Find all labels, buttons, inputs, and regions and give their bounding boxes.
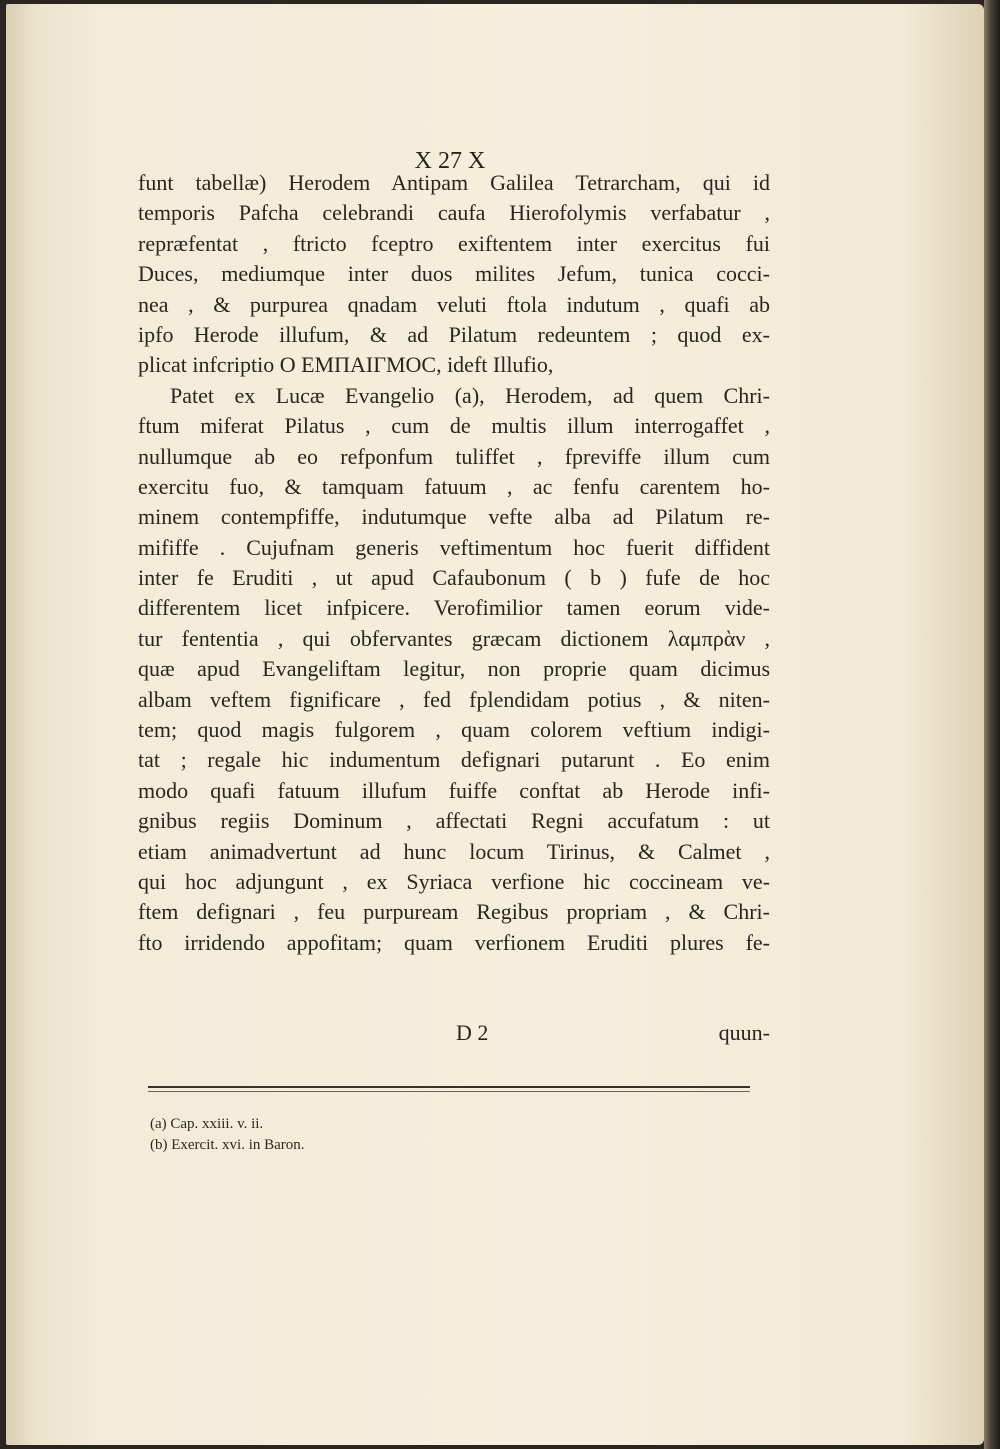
catchword: quun- — [718, 1020, 770, 1045]
text-line: minem contempfiffe, indutumque vefte alba ad Pilatum re- — [138, 504, 770, 530]
footnote-b: (b) Exercit. xvi. in Baron. — [150, 1137, 305, 1153]
text-line: tem; quod magis fulgorem , quam colorem veftium indigi- — [138, 717, 770, 743]
footnote-a: (a) Cap. xxiii. v. ii. — [150, 1116, 264, 1132]
text-line: modo quafi fatuum illufum fuiffe conftat ab Herode infi- — [138, 777, 770, 803]
text-line: mififfe . Cujufnam generis veftimentum hoc fuerit diffident — [138, 534, 770, 560]
text-line: temporis Pafcha celebrandi caufa Hierofolymis verfabatur , — [138, 200, 770, 226]
text-line: plicat infcriptio O EMΠAIΓMOC, ideft Illufio, — [138, 352, 554, 378]
page-edge-shadow — [984, 0, 1000, 1449]
page-header: X 27 X — [414, 148, 486, 174]
body-text — [138, 168, 770, 958]
text-line: fto irridendo appofitam; quam verfionem Eruditi plures fe- — [138, 929, 770, 955]
footnote-rule-thin — [148, 1091, 750, 1092]
text-line: Patet ex Lucæ Evangelio (a), Herodem, ad quem Chri- — [170, 382, 770, 408]
text-line: ftum miferat Pilatus , cum de multis illum interrogaffet , — [138, 413, 770, 439]
signature-mark: D 2 — [456, 1020, 489, 1045]
text-line: nea , & purpurea qnadam veluti ftola indutum , quafi ab — [138, 291, 770, 317]
text-line: ipfo Herode illufum, & ad Pilatum redeuntem ; quod ex- — [138, 321, 770, 347]
text-line: tur fententia , qui obfervantes græcam dictionem λαμπρὰν , — [138, 625, 770, 651]
text-line: differentem licet infpicere. Verofimilior tamen eorum vide- — [138, 595, 770, 621]
page-foot-line — [138, 1020, 770, 1052]
text-line: inter fe Eruditi , ut apud Cafaubonum ( b ) fufe de hoc — [138, 565, 770, 591]
text-line: albam veftem fignificare , fed fplendidam potius , & niten- — [138, 686, 770, 712]
text-line: funt tabellæ) Herodem Antipam Galilea Tetrarcham, qui id — [138, 170, 770, 195]
footnotes — [150, 1114, 550, 1156]
text-line: gnibus regiis Dominum , affectati Regni accufatum : ut — [138, 808, 770, 834]
text-line: quæ apud Evangeliftam legitur, non proprie quam dicimus — [138, 656, 770, 682]
text-line: etiam animadvertunt ad hunc locum Tirinus, & Calmet , — [138, 838, 770, 864]
text-line: Duces, mediumque inter duos milites Jefum, tunica cocci- — [138, 261, 770, 287]
text-line: tat ; regale hic indumentum defignari putarunt . Eo enim — [138, 747, 770, 773]
text-line: exercitu fuo, & tamquam fatuum , ac fenfu carentem ho- — [138, 473, 770, 499]
text-line: nullumque ab eo refponfum tuliffet , fpreviffe illum cum — [138, 443, 770, 469]
text-line: ftem defignari , feu purpuream Regibus propriam , & Chri- — [138, 899, 770, 925]
text-line: qui hoc adjungunt , ex Syriaca verfione hic coccineam ve- — [138, 868, 770, 894]
text-line: repræfentat , ftricto fceptro exiftentem inter exercitus fui — [138, 230, 770, 256]
footnote-rule — [148, 1086, 750, 1088]
